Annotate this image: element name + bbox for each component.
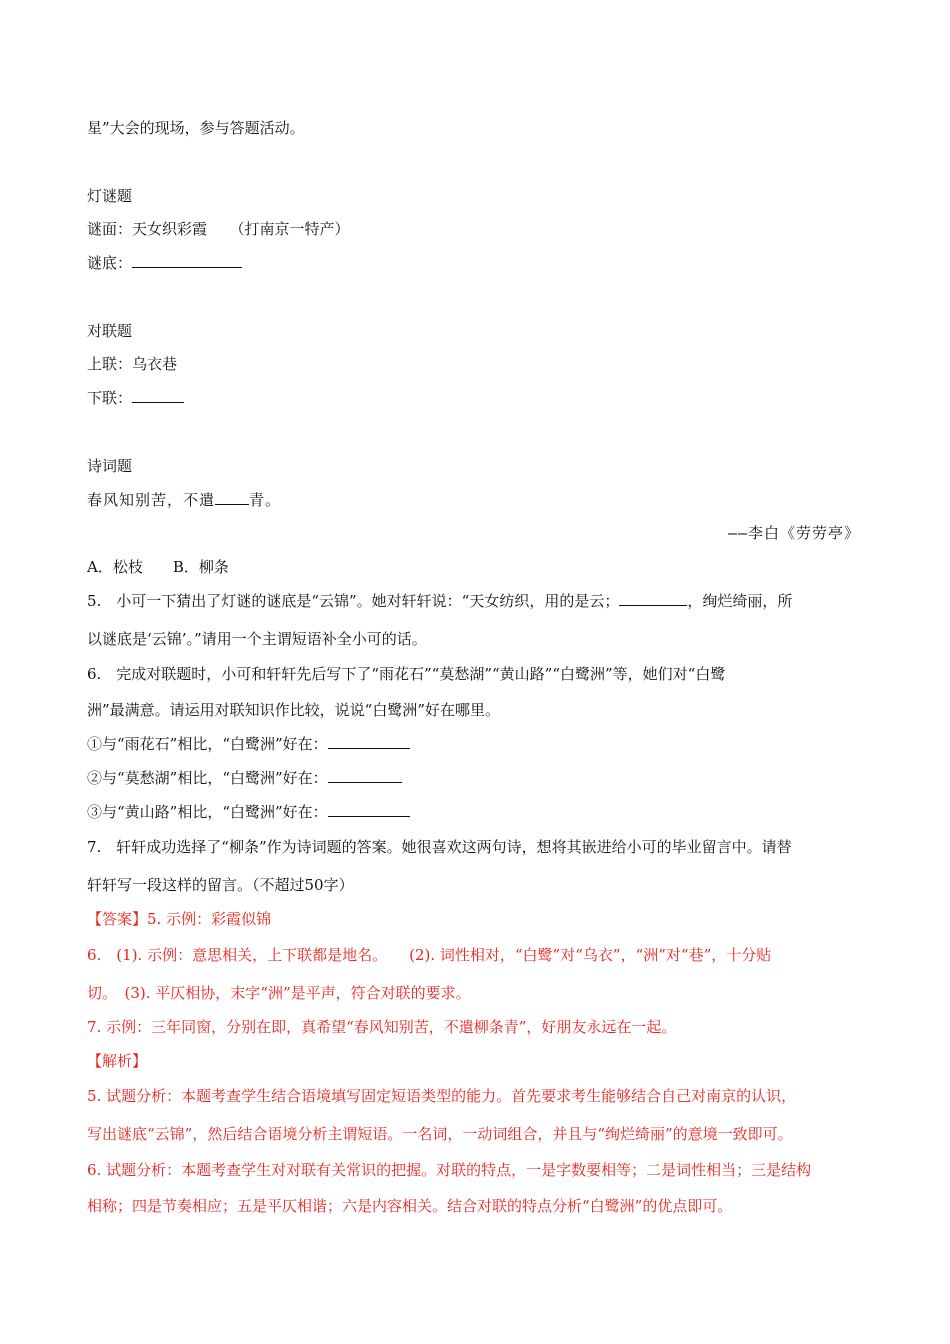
answer-6-part-1: 6. (1). 示例：意思相关，上下联都是地名。 <box>87 946 388 964</box>
couplet-upper: 上联：乌衣巷 <box>87 355 178 373</box>
question-6-line-2: 洲”最满意。请运用对联知识作比较，说说“白鹭洲”好在哪里。 <box>87 701 501 719</box>
question-5-line-2: 以谜底是‘云锦’。”请用一个主谓短语补全小可的话。 <box>87 630 427 648</box>
question-5-text-a: 5. 小可一下猜出了灯谜的谜底是“云锦”。她对轩轩说：“天女纺织，用的是云； <box>87 592 620 610</box>
poem-line-end: 青。 <box>249 491 282 509</box>
question-6-item-1-blank[interactable] <box>328 734 410 749</box>
answer-6-line-1 <box>87 945 867 965</box>
riddle-title: 灯谜题 <box>87 187 133 205</box>
question-6-line-1: 6. 完成对联题时，小可和轩轩先后写下了“雨花石”“莫愁湖”“黄山路”“白鹭洲”等，她们对“白鹭 <box>87 665 726 683</box>
poem-line-start: 春风知别苦，不遣 <box>87 491 216 509</box>
intro-line: 星”大会的现场，参与答题活动。 <box>87 119 305 137</box>
couplet-title: 对联题 <box>87 322 133 340</box>
answer-label: 【答案】 <box>87 910 148 928</box>
riddle-face: 谜面：天女织彩霞 （打南京一特产） <box>87 220 350 238</box>
analysis-5-line-1: 5. 试题分析：本题考查学生结合语境填写固定短语类型的能力。首先要求考生能够结合自己对南京的认识， <box>87 1087 797 1105</box>
riddle-answer-label: 谜底： <box>87 254 133 272</box>
question-6-item-2 <box>87 768 867 788</box>
question-6-item-1 <box>87 734 867 754</box>
question-5-text-b: ，绚烂绮丽，所 <box>687 592 793 610</box>
answer-heading-line <box>87 909 867 929</box>
poem-author: ——李白《劳劳亭》 <box>727 524 860 542</box>
question-7-line-1: 7. 轩轩成功选择了“柳条”作为诗词题的答案。她很喜欢这两句诗，想将其嵌进给小可的毕业留言中。请替 <box>87 838 792 856</box>
poem-title: 诗词题 <box>87 457 133 475</box>
answer-6-part-2: (2). 词性相对，“白鹭”对“乌衣”，“洲”对“巷”，十分贴 <box>409 946 772 964</box>
riddle-answer-line <box>87 253 867 273</box>
answer-6-line-2: 切。 (3). 平仄相协，末字“洲”是平声，符合对联的要求。 <box>87 984 471 1002</box>
question-6-item-1-text: ①与“雨花石”相比，“白鹭洲”好在： <box>87 735 328 753</box>
couplet-lower-line <box>87 388 867 408</box>
question-6-item-2-text: ②与“莫愁湖”相比，“白鹭洲”好在： <box>87 769 328 787</box>
poem-line <box>87 490 867 510</box>
answer-options: A．松枝 B．柳条 <box>87 558 229 576</box>
question-6-item-3-blank[interactable] <box>328 802 410 817</box>
question-5-blank[interactable] <box>619 591 687 606</box>
couplet-lower-label: 下联： <box>87 389 133 407</box>
couplet-lower-blank[interactable] <box>132 388 184 403</box>
question-6-item-3 <box>87 802 867 822</box>
analysis-6-line-2: 相称；四是节奏相应；五是平仄相谐；六是内容相关。结合对联的特点分析“白鹭洲”的优点即可。 <box>87 1197 733 1215</box>
poem-blank[interactable] <box>215 490 249 505</box>
analysis-label: 【解析】 <box>87 1052 148 1070</box>
question-6-item-2-blank[interactable] <box>328 768 402 783</box>
question-7-line-2: 轩轩写一段这样的留言。（不超过50字） <box>87 876 354 894</box>
answer-5: 5. 示例：彩霞似锦 <box>147 910 272 928</box>
riddle-answer-blank[interactable] <box>132 253 242 268</box>
analysis-6-line-1: 6. 试题分析：本题考查学生对对联有关常识的把握。对联的特点，一是字数要相等；二是词性相当；三是结构 <box>87 1161 812 1179</box>
answer-7: 7. 示例：三年同窗，分别在即，真希望“春风知别苦，不遣柳条青”，好朋友永远在一起。 <box>87 1018 677 1036</box>
question-5-line-1 <box>87 591 867 611</box>
analysis-5-line-2: 写出谜底“云锦”，然后结合语境分析主谓短语。一名词，一动词组合，并且与“绚烂绮丽”的意境一致即可。 <box>87 1125 793 1143</box>
question-6-item-3-text: ③与“黄山路”相比，“白鹭洲”好在： <box>87 803 328 821</box>
